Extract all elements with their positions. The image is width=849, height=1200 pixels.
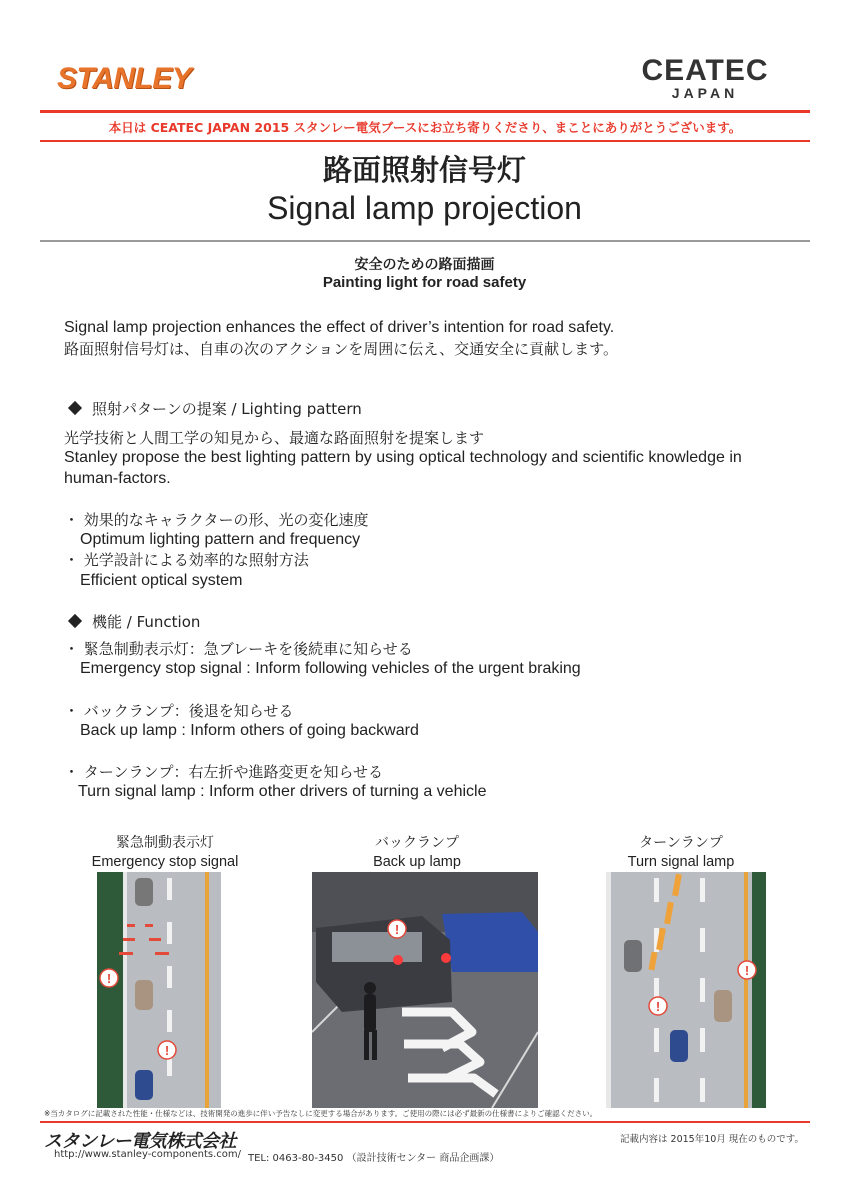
- lighting-bullet-2-en: Efficient optical system: [80, 572, 243, 589]
- figure-caption-backup-en: Back up lamp: [373, 854, 461, 870]
- figure-caption-turn-en: Turn signal lamp: [627, 854, 735, 870]
- figure-caption-backup-ja: バックランプ: [375, 835, 459, 851]
- center-line: [205, 872, 209, 1108]
- lighting-heading-text: 照射パターンの提案 / Lighting pattern: [92, 400, 362, 418]
- function-item-2-ja: ・ バックランプ：後退を知らせる: [64, 702, 294, 720]
- alert-icon: [649, 997, 667, 1015]
- diamond-bullet-icon: [68, 401, 82, 415]
- blue-car: [442, 912, 538, 972]
- stanley-logo: STANLEY: [57, 62, 192, 95]
- ceatec-logo: [625, 56, 785, 100]
- car-left-lane: [624, 940, 642, 972]
- alert-mark: !: [655, 999, 661, 1014]
- car-right-lane: [714, 990, 732, 1022]
- footer-tel: TEL: 0463-80-3450 （設計技術センター 商品企画課）: [248, 1153, 500, 1164]
- function-heading-text: 機能 / Function: [92, 613, 201, 631]
- lighting-bullet-1-en: Optimum lighting pattern and frequency: [80, 531, 361, 548]
- subtitle-ja: 安全のための路面描画: [354, 257, 495, 273]
- footer-divider: [40, 1121, 810, 1123]
- thanks-banner: 本日は CEATEC JAPAN 2015 スタンレー電気ブースにお立ち寄りくださり、まことにありがとうございます。: [108, 120, 742, 135]
- road-surface: [606, 872, 766, 1108]
- lighting-text-en-1: Stanley propose the best lighting pattern by using optical technology and scientific knowledge in: [64, 449, 742, 466]
- car-rear: [135, 1070, 153, 1100]
- figure-caption-emergency-en: Emergency stop signal: [91, 854, 239, 870]
- turn-signal-illustration: [606, 872, 766, 1108]
- tail-lamp: [393, 955, 403, 965]
- van-rear-window: [332, 932, 422, 962]
- page-title-ja: 路面照射信号灯: [322, 153, 526, 187]
- lighting-bullet-1-ja: ・ 効果的なキャラクターの形、光の変化速度: [64, 511, 369, 529]
- function-item-1-en: Emergency stop signal : Inform following vehicles of the urgent braking: [80, 660, 581, 677]
- function-heading: [70, 612, 200, 632]
- subtitle-en: Painting light for road safety: [322, 274, 527, 291]
- roadside-grass: [97, 872, 123, 1108]
- figure-caption-turn-ja: ターンランプ: [639, 835, 723, 851]
- alert-icon: [100, 969, 118, 987]
- alert-mark: !: [106, 971, 112, 986]
- figure-caption-turn: [576, 834, 786, 872]
- emergency-stop-illustration: [97, 872, 221, 1108]
- alert-icon: [738, 961, 756, 979]
- lighting-text-ja: 光学技術と人間工学の知見から、最適な路面照射を提案します: [64, 429, 485, 447]
- figure-caption-backup: [312, 834, 522, 872]
- alert-mark: !: [394, 922, 400, 937]
- ceatec-logo-sub: JAPAN: [671, 85, 739, 101]
- lighting-heading: [70, 399, 362, 419]
- intro-en: Signal lamp projection enhances the effect of driver’s intention for road safety.: [64, 319, 615, 336]
- footer-disclaimer: ※当カタログに記載された性能・仕様などは、技術開発の進歩に伴い予告なしに変更する場合があります。ご使用の際には必ず最新の仕様書によりご確認ください。: [44, 1109, 598, 1118]
- alert-icon: [388, 920, 406, 938]
- intro-ja: 路面照射信号灯は、自車の次のアクションを周囲に伝え、交通安全に貢献します。: [64, 340, 618, 358]
- function-item-3-en: Turn signal lamp : Inform other drivers of turning a vehicle: [78, 783, 487, 800]
- alert-mark: !: [164, 1043, 170, 1058]
- lighting-text-en-2: human-factors.: [64, 470, 171, 487]
- footer-company-logo: スタンレー電気株式会社: [44, 1131, 237, 1152]
- footer-url: http://www.stanley-components.com/: [54, 1149, 241, 1160]
- header-divider-top: [40, 110, 810, 113]
- backup-lamp-illustration: [312, 872, 538, 1108]
- tail-lamp: [441, 953, 451, 963]
- figure-caption-emergency: [60, 834, 270, 872]
- diamond-bullet-icon: [68, 614, 82, 628]
- alert-mark: !: [744, 963, 750, 978]
- center-line: [744, 872, 748, 1108]
- page-title-en: Signal lamp projection: [267, 190, 582, 226]
- figure-caption-emergency-ja: 緊急制動表示灯: [116, 835, 214, 851]
- function-item-2-en: Back up lamp : Inform others of going backward: [80, 722, 419, 739]
- roadside-grass: [752, 872, 766, 1108]
- alert-icon: [158, 1041, 176, 1059]
- function-item-3-ja: ・ ターンランプ：右左折や進路変更を知らせる: [64, 763, 384, 781]
- header-divider-bottom: [40, 140, 810, 142]
- backing-van: [316, 916, 452, 1012]
- title-divider: [40, 240, 810, 242]
- car-middle: [135, 980, 153, 1010]
- ceatec-logo-main: CEATEC: [641, 54, 769, 87]
- road-edge-line: [606, 872, 611, 1108]
- footer-date-note: 記載内容は 2015年10月 現在のものです。: [620, 1134, 805, 1145]
- car-front: [135, 878, 153, 906]
- road-edge-line: [123, 872, 127, 1108]
- car-turning: [670, 1030, 688, 1062]
- lighting-bullet-2-ja: ・ 光学設計による効率的な照射方法: [64, 551, 309, 569]
- function-item-1-ja: ・ 緊急制動表示灯：急ブレーキを後続車に知らせる: [64, 640, 413, 658]
